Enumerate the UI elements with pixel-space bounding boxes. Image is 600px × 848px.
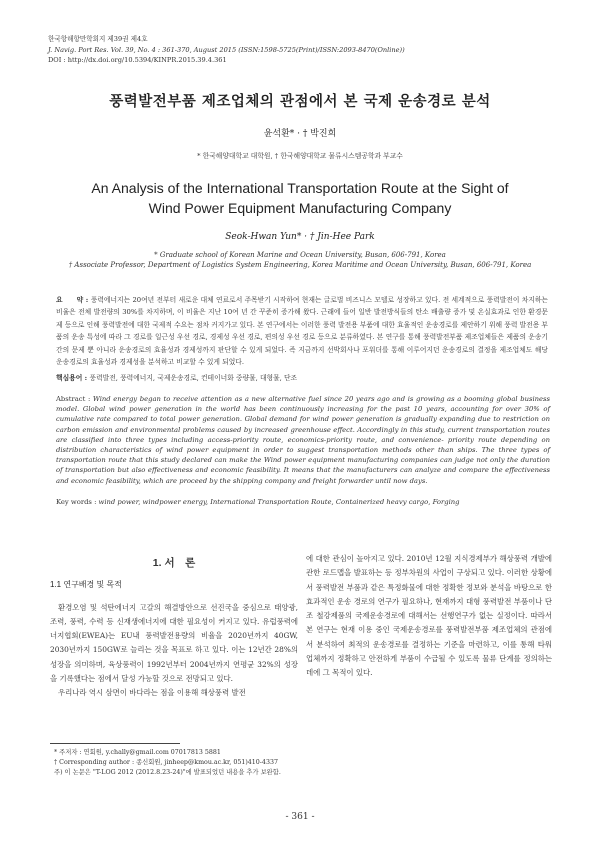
title-korean: 풍력발전부품 제조업체의 관점에서 본 국제 운송경로 분석 xyxy=(109,93,491,110)
journal-doi[interactable]: DOI : http://dx.doi.org/10.5394/KINPR.2015.39.4.361 xyxy=(48,56,227,64)
body-paragraph: 에 대한 관심이 높아지고 있다. 2010년 12월 지식경제부가 해상풍력 개발에 관한 로드맵을 발표하는 등 정부차원의 사업이 구상되고 있다. 이러한 상황에서 풍력발전 부품과 같은 특정화물에 대한 정확한 정보와 분석을 바탕으로 한 효과적인 운송 경로의 연구가 필요하나, 현재까지 대형 풍력발전 부품이나 단조 철강제품의 국제운송경로에 대해서는 선행연구가 없는 실정이다. 따라서 본 연구는 현재 이용 중인 국제운송경로를 풍력발전부품 제조업체의 관점에서 분석하여 최적의 운송경로를 결정하는 기준을 마련하고, 이를 통해 타워 업체까지 정확하고 안전하게 부품이 수급될 수 있도록 물류 단계를 정의하는 데에 그 목적이 있다. xyxy=(306,554,552,678)
keywords-korean-label: 핵심용어 : xyxy=(56,374,90,382)
body-column-right xyxy=(306,552,552,681)
subsection-heading: 1.1 연구배경 및 목적 xyxy=(50,580,122,590)
keywords-english xyxy=(56,498,550,506)
abstract-korean xyxy=(56,294,548,368)
footnote-divider xyxy=(50,743,180,744)
keywords-english-label: Key words : xyxy=(56,498,99,506)
footnote-note: 주) 이 논문은 "T-LOG 2012 (2012.8.23-24)"에 발표되었던 내용을 추가 보완함. xyxy=(54,769,281,776)
section-heading: 1. 서 론 xyxy=(152,557,196,569)
abstract-korean-text: 풍력에너지는 20여년 전부터 새로운 대체 연료로서 주목받기 시작하여 현재는 글로벌 비즈니스 모델로 성장하고 있다. 전 세계적으로 풍력발전이 차지하는 비율은 전체 발전량의 30%를 차지하며, 이 비율은 지난 10여 년 간 꾸준히 증가해 왔다. 근래에 들어 일반 발전방식들의 탄소 배출량 증가 및 온실효과로 인한 환경문제 등으로 인해 풍력발전에 대한 국제적 수요는 점차 커지가고 있다. 본 연구에서는 이러한 풍력 발전용 부품에 대한 효율적인 운송경로를 제안하기 위해 풍력 발전용 부품의 운송 특성에 따라 그 경로를 일근성 우선 경로, 경제성 우선 경로, 편의성 우선 경로 등으로 분류하였다. 본 연구를 통해 풍력발전부품 제조업체들은 제품의 운송기간의 문제 뿐 아니라 운송경로의 효율성과 경제성까지 판단할 수 있게 되었다. 즉 지금까지 선박회사나 포워더를 통해 이루어지던 운송경로의 결정을 제조업체도 해당 운송경로의 효율성과 경제성을 분석하고 비교할 수 있게 되었다. xyxy=(56,296,548,367)
affiliation-english-2: † Associate Professor, Department of Logistics System Engineering, Korea Maritime and Ocean University, Busan, 606-791, Korea xyxy=(68,261,532,269)
body-paragraph: 환경오염 및 석탄에너지 고갈의 해결방안으로 선진국을 중심으로 태양광, 조력, 풍력, 수력 등 신재생에너지에 대한 필요성이 커지고 있다. 유럽풍력에너지협회(EWEA)는 EU내 풍력발전용량의 비율을 2020년까지 40GW, 2030년까지 150GW로 늘리는 것을 목표로 하고 있다. 이는 12년간 28%의 성장을 의미하며, 육상풍력이 1992년부터 2004년까지 연평균 32%의 성장을 기록했다는 점에서 달성 가능할 것으로 전망되고 있다. xyxy=(50,602,298,684)
abstract-english xyxy=(56,394,550,486)
abstract-korean-label: 요 약 : xyxy=(56,296,91,304)
abstract-english-label: Abstract : xyxy=(56,395,93,403)
footnote-corresponding: † Corresponding author : 종신회원, jinheep@kmou.ac.kr, 051)410-4337 xyxy=(54,759,278,766)
abstract-english-text: Wind energy began to receive attention as a new alternative fuel since 20 years ago and is growing as a booming global business model. Global wind power generation in the world has been continuously increasing for the past 10 years, accounting for over 30% of cumulative rate compared to total power generation. Global demand for wind power generation is gradually expanding due to restriction on carbon emission and environmental problems caused by increased greenhouse effect. Accordingly in this study, current transportation routes are classified into three types including access-priority route, economics-priority route, and convenience- priority route depending on distribution characteristics of wind power equipment in order to suggest transportation methods other than ships. The three types of transportation route that this study declared can make the Wind power equipment manufacturing companies can judge not only the duration of transportation but also effectiveness and economic feasibility. It means that the manufacturers can analyze and compare the effectiveness and economic feasibility, which are proceed by the shipping company and freight forwarder until now days. xyxy=(56,395,550,485)
journal-citation: J. Navig. Port Res. Vol. 39, No. 4 : 361-370, August 2015 (ISSN:1598-5725(Print)/ISSN:2093-8470(Online)) xyxy=(48,45,405,54)
authors-english: Seok-Hwan Yun* · † Jin-Hee Park xyxy=(225,232,375,242)
title-english: An Analysis of the International Transportation Route at the Sight of Wind Power Equipment Manufacturing Company xyxy=(91,180,509,216)
footnote-author: * 주저자 : 연회원, y.chally@gmail.com 07017813 5881 xyxy=(54,749,221,756)
journal-name: 한국항해항만학회지 제39권 제4호 xyxy=(48,35,148,43)
body-paragraph: 우리나라 역시 삼면이 바다라는 점을 이용해 해상풍력 발전 xyxy=(58,688,246,698)
footnotes xyxy=(54,748,554,778)
affiliation-english xyxy=(36,250,564,270)
keywords-korean-text: 풍력발전, 풍력에너지, 국제운송경로, 컨테이너화 중량물, 대형물, 단조 xyxy=(89,374,298,382)
keywords-english-text: wind power, windpower energy, International Transportation Route, Containerized heavy cargo, Forging xyxy=(98,498,460,506)
journal-header xyxy=(48,34,568,66)
affiliation-korean: * 한국해양대학교 대학원, † 한국해양대학교 물류시스템공학과 부교수 xyxy=(197,152,403,160)
affiliation-english-1: * Graduate school of Korean Marine and Ocean University, Busan, 606-791, Korea xyxy=(154,251,446,259)
body-column-left xyxy=(50,556,298,701)
page-number: - 361 - xyxy=(285,812,315,822)
keywords-korean xyxy=(56,372,548,382)
authors-korean: 윤석환* · † 박진희 xyxy=(263,129,337,139)
